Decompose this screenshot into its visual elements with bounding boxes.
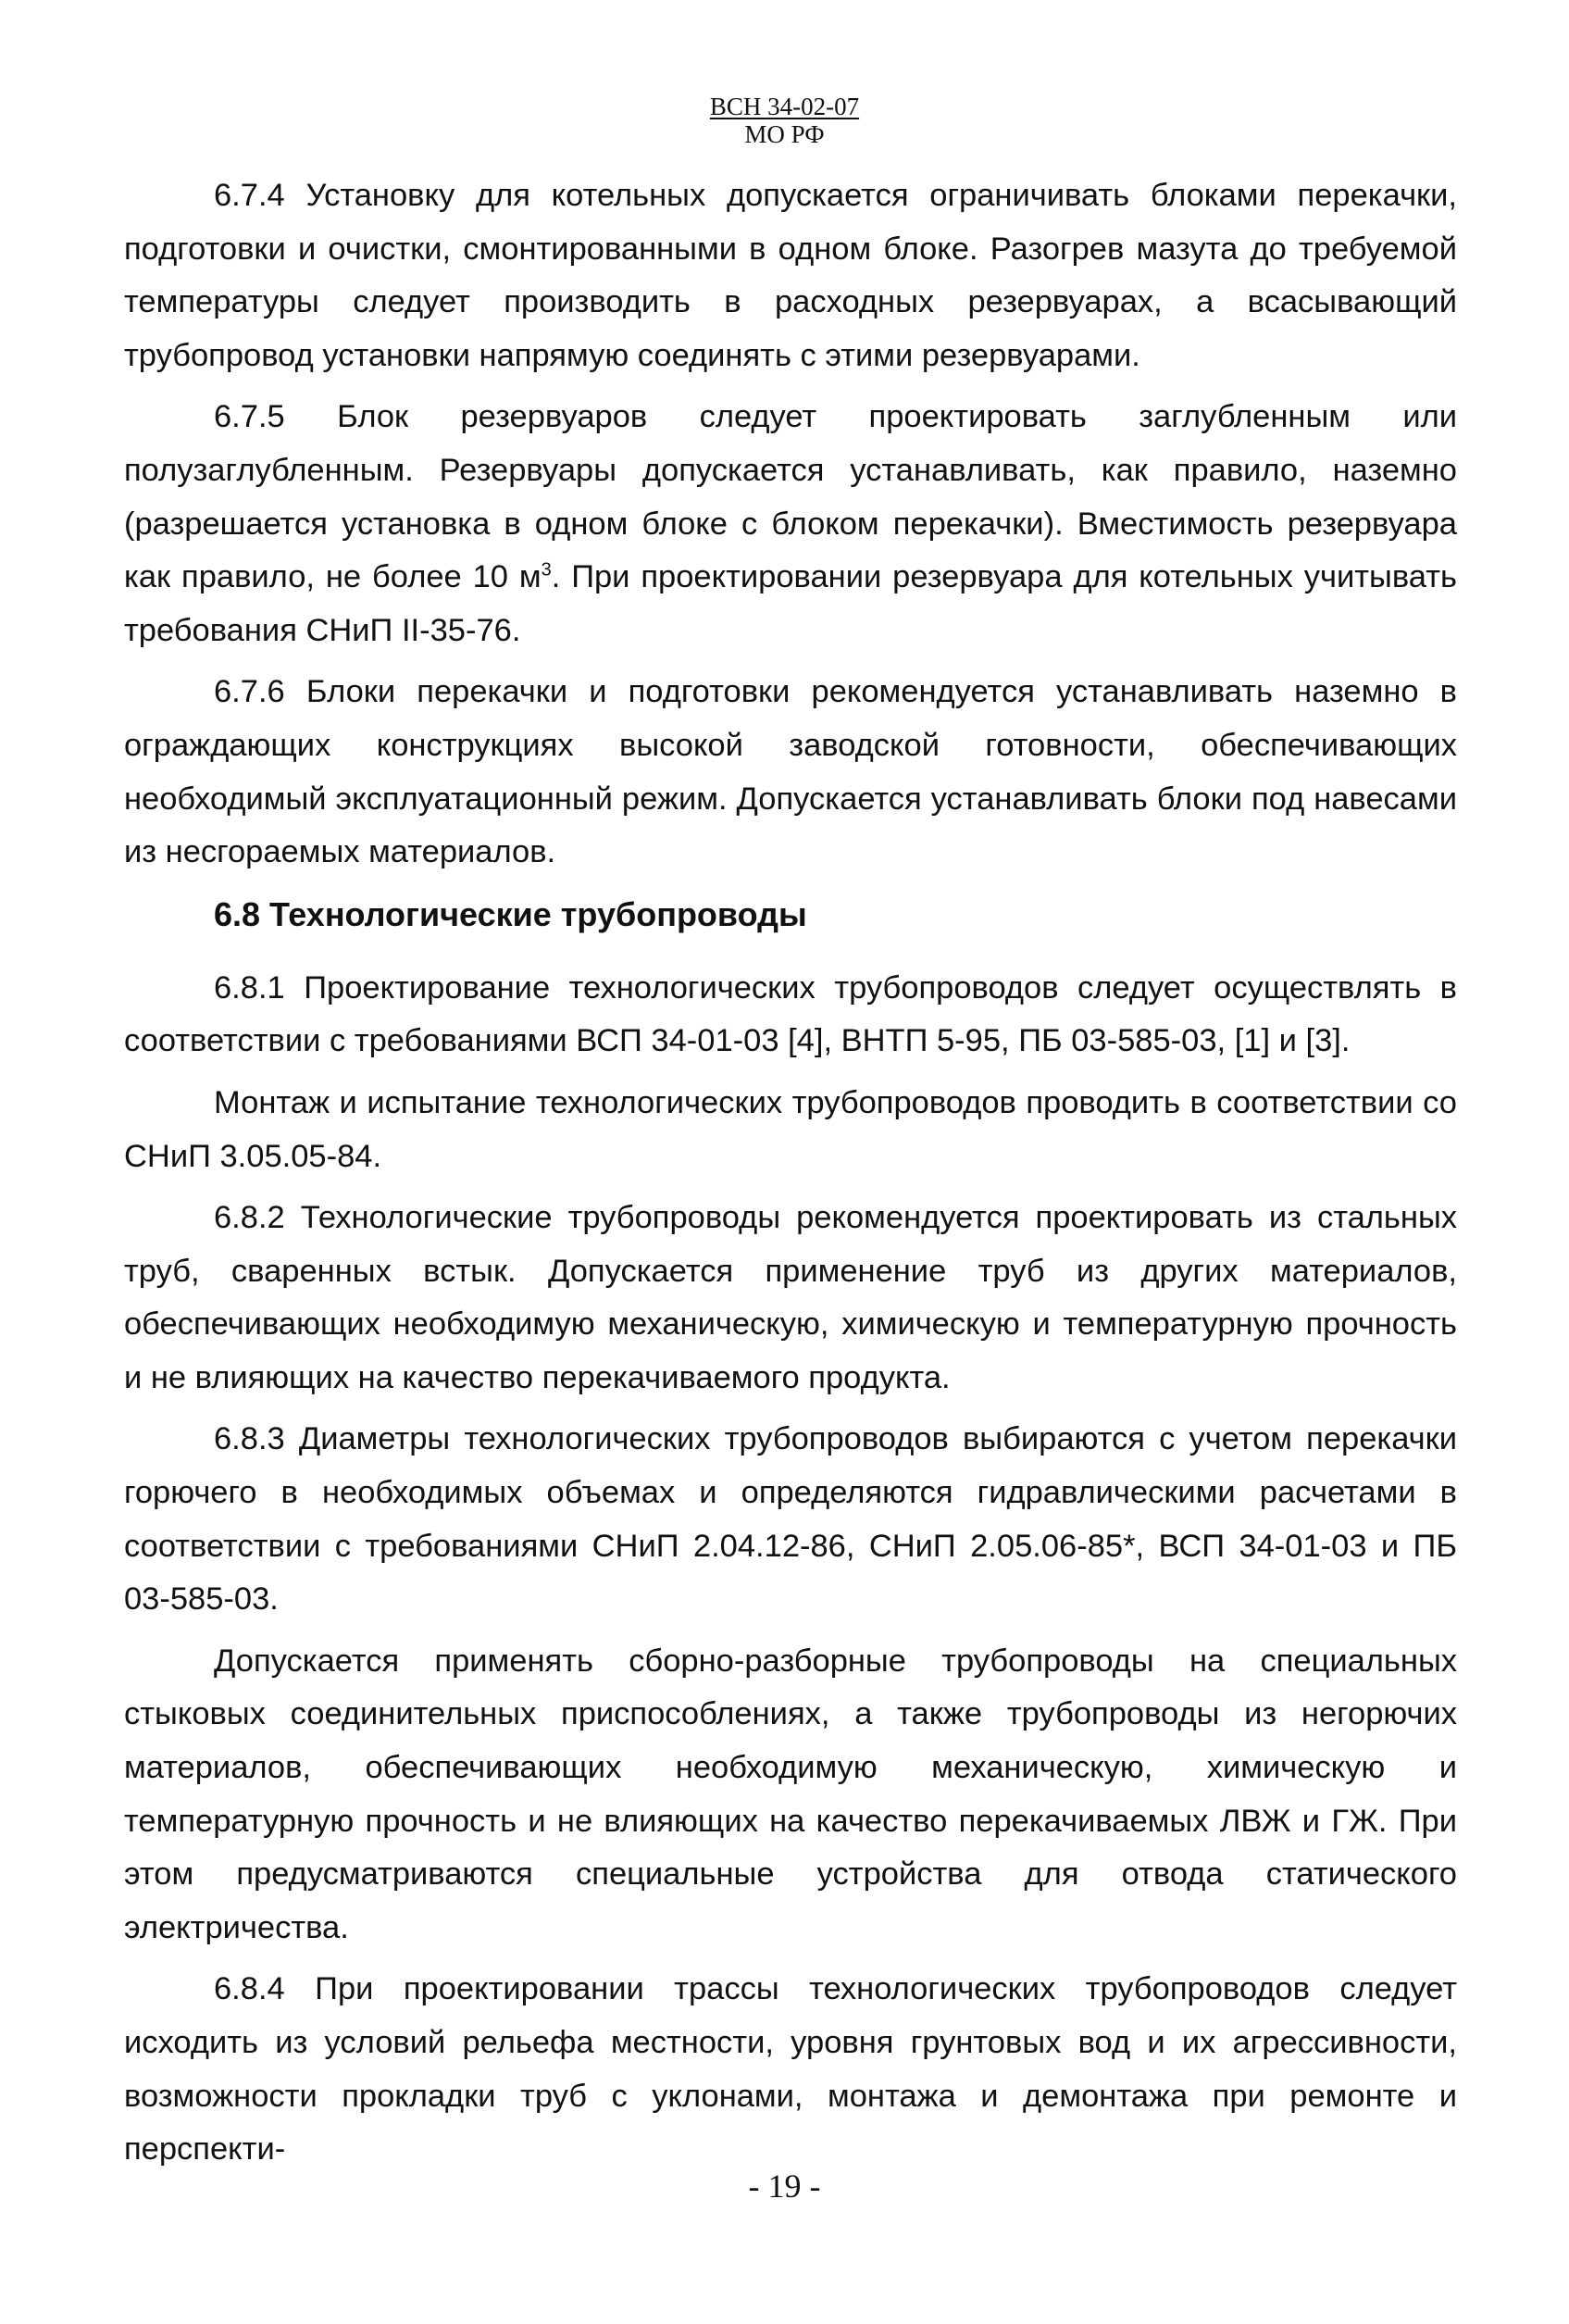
- document-org: МО РФ: [744, 120, 825, 148]
- paragraph-6-7-4: 6.7.4 Установку для котельных допускается ограничивать блоками перекачки, подготовки и очистки, смонтированными в одном блоке. Разогрев мазута до требуемой температуры следует производить в расходных резервуарах, а всасывающий трубопровод установки напрямую соединять с этими резервуарами.: [124, 178, 1457, 373]
- section-heading-6-8: 6.8 Технологические трубопроводы: [214, 894, 807, 933]
- paragraph-6-8-1: 6.8.1 Проектирование технологических трубопроводов следует осуществлять в соответствии с требованиями ВСП 34-01-03 [4], ВНТП 5-95, ПБ 03-585-03, [1] и [3].: [124, 969, 1457, 1059]
- paragraph-6-7-5-part-a: 6.7.5 Блок резервуаров следует проектировать заглубленным или полузаглубленным. Резервуары допускается устанавливать, как правило, наземно (разрешается установка в одном блоке с блоком перекачки). Вместимость резервуара как правило, не более 10 м: [124, 399, 1457, 595]
- paragraph-6-7-5: [124, 391, 1457, 657]
- paragraph-6-7-5-part-b: . При проектировании резервуара для котельных учитывать требования СНиП II-35-76.: [124, 559, 1457, 648]
- superscript-cube: 3: [541, 559, 552, 581]
- paragraph-6-8-3: 6.8.3 Диаметры технологических трубопроводов выбираются с учетом перекачки горючего в необходимых объемах и определяются гидравлическими расчетами в соответствии с требованиями СНиП 2.04.12-86, СНиП 2.05.06-85*, ВСП 34-01-03 и ПБ 03-585-03.: [124, 1421, 1457, 1618]
- page-number: - 19 -: [748, 2168, 821, 2205]
- paragraph-6-8-3-collapsible: Допускается применять сборно-разборные трубопроводы на специальных стыковых соединительных приспособлениях, а также трубопроводы из негорючих материалов, обеспечивающих необходимую механическую, химическую и температурную прочность и не влияющих на качество перекачиваемых ЛВЖ и ГЖ. При этом предусматриваются специальные устройства для отвода статического электричества.: [124, 1643, 1457, 1945]
- paragraph-6-8-2: 6.8.2 Технологические трубопроводы рекомендуется проектировать из стальных труб, сваренных встык. Допускается применение труб из других материалов, обеспечивающих необходимую механическую, химическую и температурную прочность и не влияющих на качество перекачиваемого продукта.: [124, 1200, 1457, 1395]
- paragraph-6-8-1-installation: Монтаж и испытание технологических трубопроводов проводить в соответствии со СНиП 3.05.05-84.: [124, 1084, 1457, 1174]
- document-code: ВСН 34-02-07: [709, 93, 860, 120]
- page-header: [0, 93, 1569, 148]
- document-body: [124, 169, 1457, 2185]
- paragraph-6-8-4: 6.8.4 При проектировании трассы технологических трубопроводов следует исходить из условий рельефа местности, уровня грунтовых вод и их агрессивности, возможности прокладки труб с уклонами, монтажа и демонтажа при ремонте и перспекти-: [124, 1971, 1457, 2168]
- paragraph-6-7-6: 6.7.6 Блоки перекачки и подготовки рекомендуется устанавливать наземно в ограждающих конструкциях высокой заводской готовности, обеспечивающих необходимый эксплуатационный режим. Допускается устанавливать блоки под навесами из несгораемых материалов.: [124, 674, 1457, 870]
